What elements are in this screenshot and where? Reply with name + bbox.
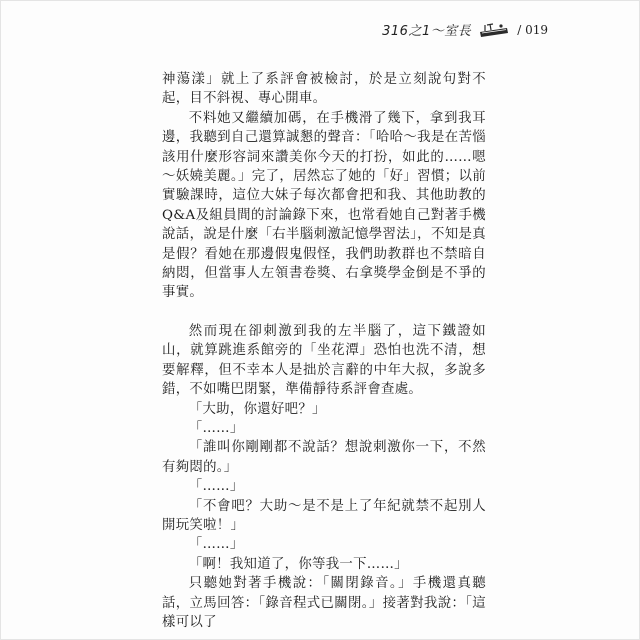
body-text: [162, 70, 486, 632]
dialogue-line: 「……」: [188, 420, 244, 436]
paragraph: 不料她又繼續加碼，在手機滑了幾下，拿到我耳邊，我聽到自己還算誠懇的聲音：「哈哈～我是在苦惱該用什麼形容詞來讚美你今天的打扮，如此的……嗯～妖嬈美麗。」完了，居然忘了她的「好」習慣；以前實驗課時，這位大妹子每次都會把和我、其他助教的Q&A及組員間的討論錄下來，也常看她自己對著手機說話，說是什麼「右半腦刺激記憶學習法」，不知是真是假？看她在那邊假鬼假怪，我們助教群也不禁暗自納悶，但當事人左領書卷獎、右拿獎學金倒是不爭的事實。: [162, 110, 486, 301]
page-number: / 019: [517, 22, 548, 37]
section-break: [162, 303, 486, 322]
dialogue-line: 「……」: [188, 537, 244, 553]
dialogue-line: 「不會吧？大助～是不是上了年紀就禁不起別人開玩笑啦！」: [162, 498, 486, 533]
paragraph: 神蕩漾」就上了系評會被檢討，於是立刻說句對不起，目不斜視、專心開車。: [162, 72, 486, 107]
running-head: [382, 20, 548, 39]
dialogue-line: 「大助，你還好吧？」: [188, 401, 326, 417]
dialogue-line: 「誰叫你剛剛都不說話？想說刺激你一下，不然有夠悶的。」: [162, 440, 486, 475]
paragraph: 只聽她對著手機說：「關閉錄音。」手機還真聽話，立馬回答：「錄音程式已關閉。」接著對我說：「這樣可以了: [162, 576, 486, 630]
dialogue-line: 「啊！我知道了，你等我一下……」: [188, 556, 408, 572]
dialogue-line: 「……」: [188, 479, 244, 495]
running-title: 316之1～室長: [382, 24, 472, 39]
signboard-icon: [477, 22, 511, 38]
paragraph: 然而現在卻刺激到我的左半腦了，這下鐵證如山，就算跳進系館旁的「坐花潭」恐怕也洗不清，想要解釋，但不幸本人是拙於言辭的中年大叔，多說多錯，不如嘴巴閉緊，準備靜待系評會查處。: [162, 323, 486, 398]
